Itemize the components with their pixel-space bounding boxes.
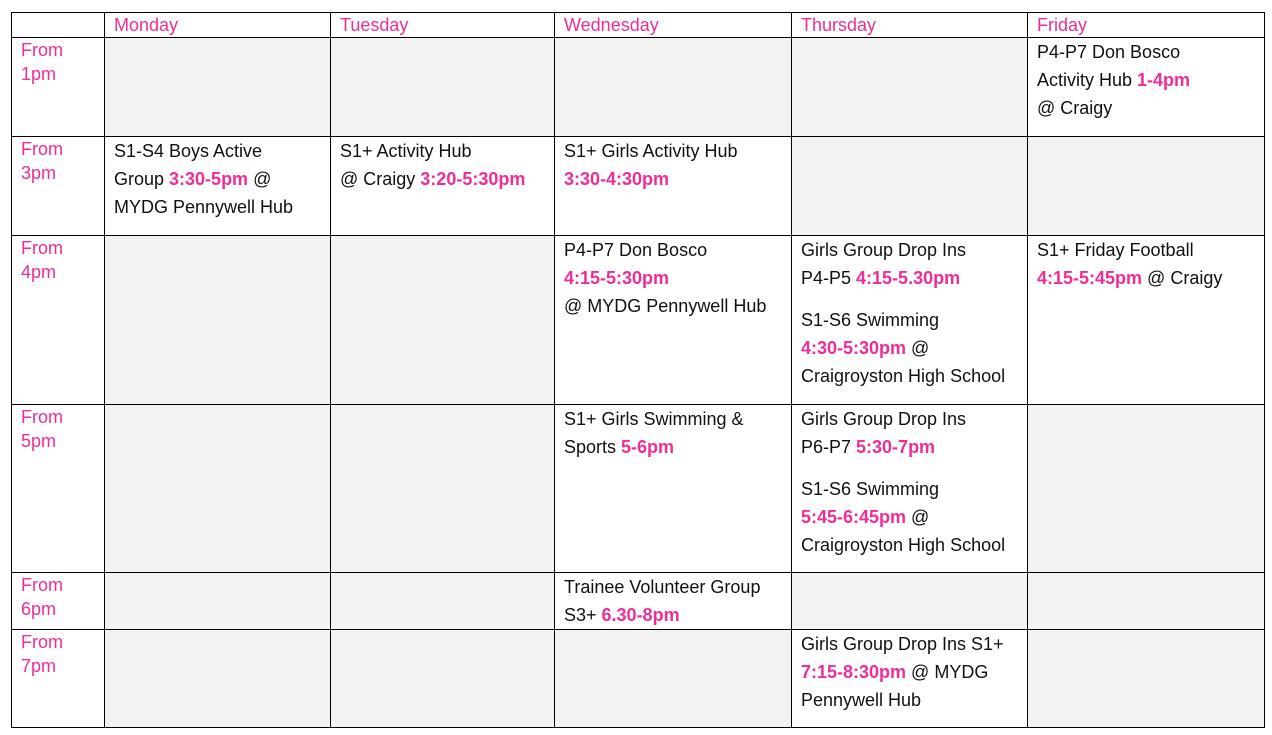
day-header-wednesday: Wednesday: [555, 13, 792, 38]
time-slot-hour: 3pm: [21, 163, 57, 183]
activity-detail: Sports: [564, 437, 622, 457]
cell-monday: [105, 405, 331, 573]
schedule-row: [12, 38, 1265, 137]
time-slot-hour: 7pm: [21, 656, 57, 676]
cell-monday: [105, 137, 331, 236]
activity-location: @ MYDG Pennywell Hub: [564, 296, 767, 316]
corner-cell: [12, 13, 105, 38]
activity-time-line: [564, 433, 782, 461]
activity-detail: P6-P7: [801, 437, 857, 457]
timetable-body: [12, 38, 1265, 728]
activity-entry: [114, 137, 321, 221]
time-slot-from: From: [21, 632, 63, 652]
schedule-row: [12, 630, 1265, 728]
day-header-monday: Monday: [105, 13, 331, 38]
schedule-row: [12, 573, 1265, 630]
activity-entry: [564, 573, 782, 629]
cell-monday: [105, 38, 331, 137]
cell-friday: [1028, 38, 1265, 137]
cell-thursday: [792, 405, 1028, 573]
cell-wednesday: [555, 38, 792, 137]
activity-name: P4-P7 Don Bosco: [564, 240, 708, 260]
time-slot-hour: 6pm: [21, 599, 57, 619]
cell-wednesday: [555, 405, 792, 573]
activity-time: 3:20-5:30pm: [420, 169, 526, 189]
activity-time-line: [114, 165, 321, 193]
cell-tuesday: [331, 236, 555, 405]
activity-name: S1-S4 Boys Active: [114, 141, 263, 161]
activity-name: S1+ Girls Swimming &: [564, 409, 744, 429]
activity-time: 4:15-5.30pm: [856, 268, 961, 288]
activity-time: 5:45-6:45pm: [801, 507, 907, 527]
day-header-friday: Friday: [1028, 13, 1265, 38]
activity-time-line: [564, 601, 782, 629]
time-slot-hour: 1pm: [21, 64, 57, 84]
time-slot-label: [12, 405, 105, 573]
activity-time: 5:30-7pm: [856, 437, 936, 457]
cell-wednesday: [555, 236, 792, 405]
activity-detail: @ Craigy: [340, 169, 421, 189]
activity-time-line: [1037, 66, 1255, 94]
activity-name: S1+ Girls Activity Hub: [564, 141, 738, 161]
time-slot-label: [12, 38, 105, 137]
cell-monday: [105, 630, 331, 728]
activity-time-line: [801, 433, 1018, 461]
time-slot-label: [12, 236, 105, 405]
activity-venue: @ Craigy: [1142, 268, 1223, 288]
activity-name: S1-S6 Swimming: [801, 310, 940, 330]
cell-monday: [105, 236, 331, 405]
cell-tuesday: [331, 405, 555, 573]
activity-name: S1-S6 Swimming: [801, 479, 940, 499]
activity-venue: @ MYDG: [906, 662, 989, 682]
cell-wednesday: [555, 630, 792, 728]
activity-time: 6.30-8pm: [601, 605, 680, 625]
activity-detail: S3+: [564, 605, 602, 625]
activity-detail: Activity Hub: [1037, 70, 1138, 90]
cell-thursday: [792, 573, 1028, 630]
cell-thursday: [792, 137, 1028, 236]
cell-monday: [105, 573, 331, 630]
cell-wednesday: [555, 137, 792, 236]
activity-entry: [564, 137, 782, 193]
activity-location: Craigroyston High School: [801, 366, 1006, 386]
timetable: [11, 12, 1265, 728]
time-slot-hour: 4pm: [21, 262, 57, 282]
activity-time-line: [801, 503, 1018, 531]
time-slot-from: From: [21, 238, 63, 258]
activity-location: MYDG Pennywell Hub: [114, 197, 294, 217]
schedule-row: [12, 137, 1265, 236]
time-slot-from: From: [21, 139, 63, 159]
activity-time: 4:15-5:45pm: [1037, 268, 1143, 288]
activity-venue: @: [248, 169, 272, 189]
activity-entry: [801, 630, 1018, 714]
activity-time-line: [564, 165, 782, 193]
activity-time: 1-4pm: [1137, 70, 1191, 90]
activity-time-line: [801, 264, 1018, 292]
activity-name: Trainee Volunteer Group: [564, 577, 761, 597]
activity-name: Girls Group Drop Ins: [801, 409, 967, 429]
activity-venue: @: [906, 338, 930, 358]
cell-friday: [1028, 630, 1265, 728]
activity-entry: [801, 475, 1018, 559]
activity-time-line: [801, 658, 1018, 686]
cell-friday: [1028, 573, 1265, 630]
activity-time: 7:15-8:30pm: [801, 662, 907, 682]
cell-tuesday: [331, 137, 555, 236]
activity-entry: [1037, 38, 1255, 122]
activity-entry: [564, 405, 782, 461]
activity-time: 5-6pm: [621, 437, 675, 457]
activity-time-line: [564, 264, 782, 292]
cell-thursday: [792, 38, 1028, 137]
activity-entry: [801, 306, 1018, 390]
activity-name: P4-P7 Don Bosco: [1037, 42, 1181, 62]
cell-tuesday: [331, 630, 555, 728]
activity-venue: @: [906, 507, 930, 527]
cell-tuesday: [331, 573, 555, 630]
header-row: [12, 13, 1265, 38]
cell-friday: [1028, 137, 1265, 236]
activity-detail: Group: [114, 169, 170, 189]
activity-location: @ Craigy: [1037, 98, 1113, 118]
schedule-row: [12, 236, 1265, 405]
activity-time: 3:30-4:30pm: [564, 169, 670, 189]
activity-time-line: [1037, 264, 1255, 292]
activity-detail: P4-P5: [801, 268, 857, 288]
day-header-thursday: Thursday: [792, 13, 1028, 38]
time-slot-from: From: [21, 407, 63, 427]
activity-entry: [340, 137, 545, 193]
cell-thursday: [792, 630, 1028, 728]
schedule-row: [12, 405, 1265, 573]
cell-friday: [1028, 236, 1265, 405]
activity-name: S1+ Friday Football: [1037, 240, 1194, 260]
activity-entry: [801, 236, 1018, 292]
time-slot-hour: 5pm: [21, 431, 57, 451]
activity-entry: [1037, 236, 1255, 292]
day-header-tuesday: Tuesday: [331, 13, 555, 38]
activity-time-line: [801, 334, 1018, 362]
activity-time: 4:30-5:30pm: [801, 338, 907, 358]
cell-tuesday: [331, 38, 555, 137]
time-slot-label: [12, 630, 105, 728]
activity-name: S1+ Activity Hub: [340, 141, 472, 161]
activity-time: 3:30-5pm: [169, 169, 249, 189]
time-slot-label: [12, 573, 105, 630]
time-slot-label: [12, 137, 105, 236]
activity-time: 4:15-5:30pm: [564, 268, 670, 288]
cell-thursday: [792, 236, 1028, 405]
activity-name: Girls Group Drop Ins: [801, 240, 967, 260]
activity-time-line: [340, 165, 545, 193]
activity-entry: [801, 405, 1018, 461]
activity-location: Pennywell Hub: [801, 690, 922, 710]
activity-name: Girls Group Drop Ins S1+: [801, 634, 1004, 654]
activity-entry: [564, 236, 782, 320]
activity-location: Craigroyston High School: [801, 535, 1006, 555]
cell-wednesday: [555, 573, 792, 630]
time-slot-from: From: [21, 40, 63, 60]
time-slot-from: From: [21, 575, 63, 595]
cell-friday: [1028, 405, 1265, 573]
